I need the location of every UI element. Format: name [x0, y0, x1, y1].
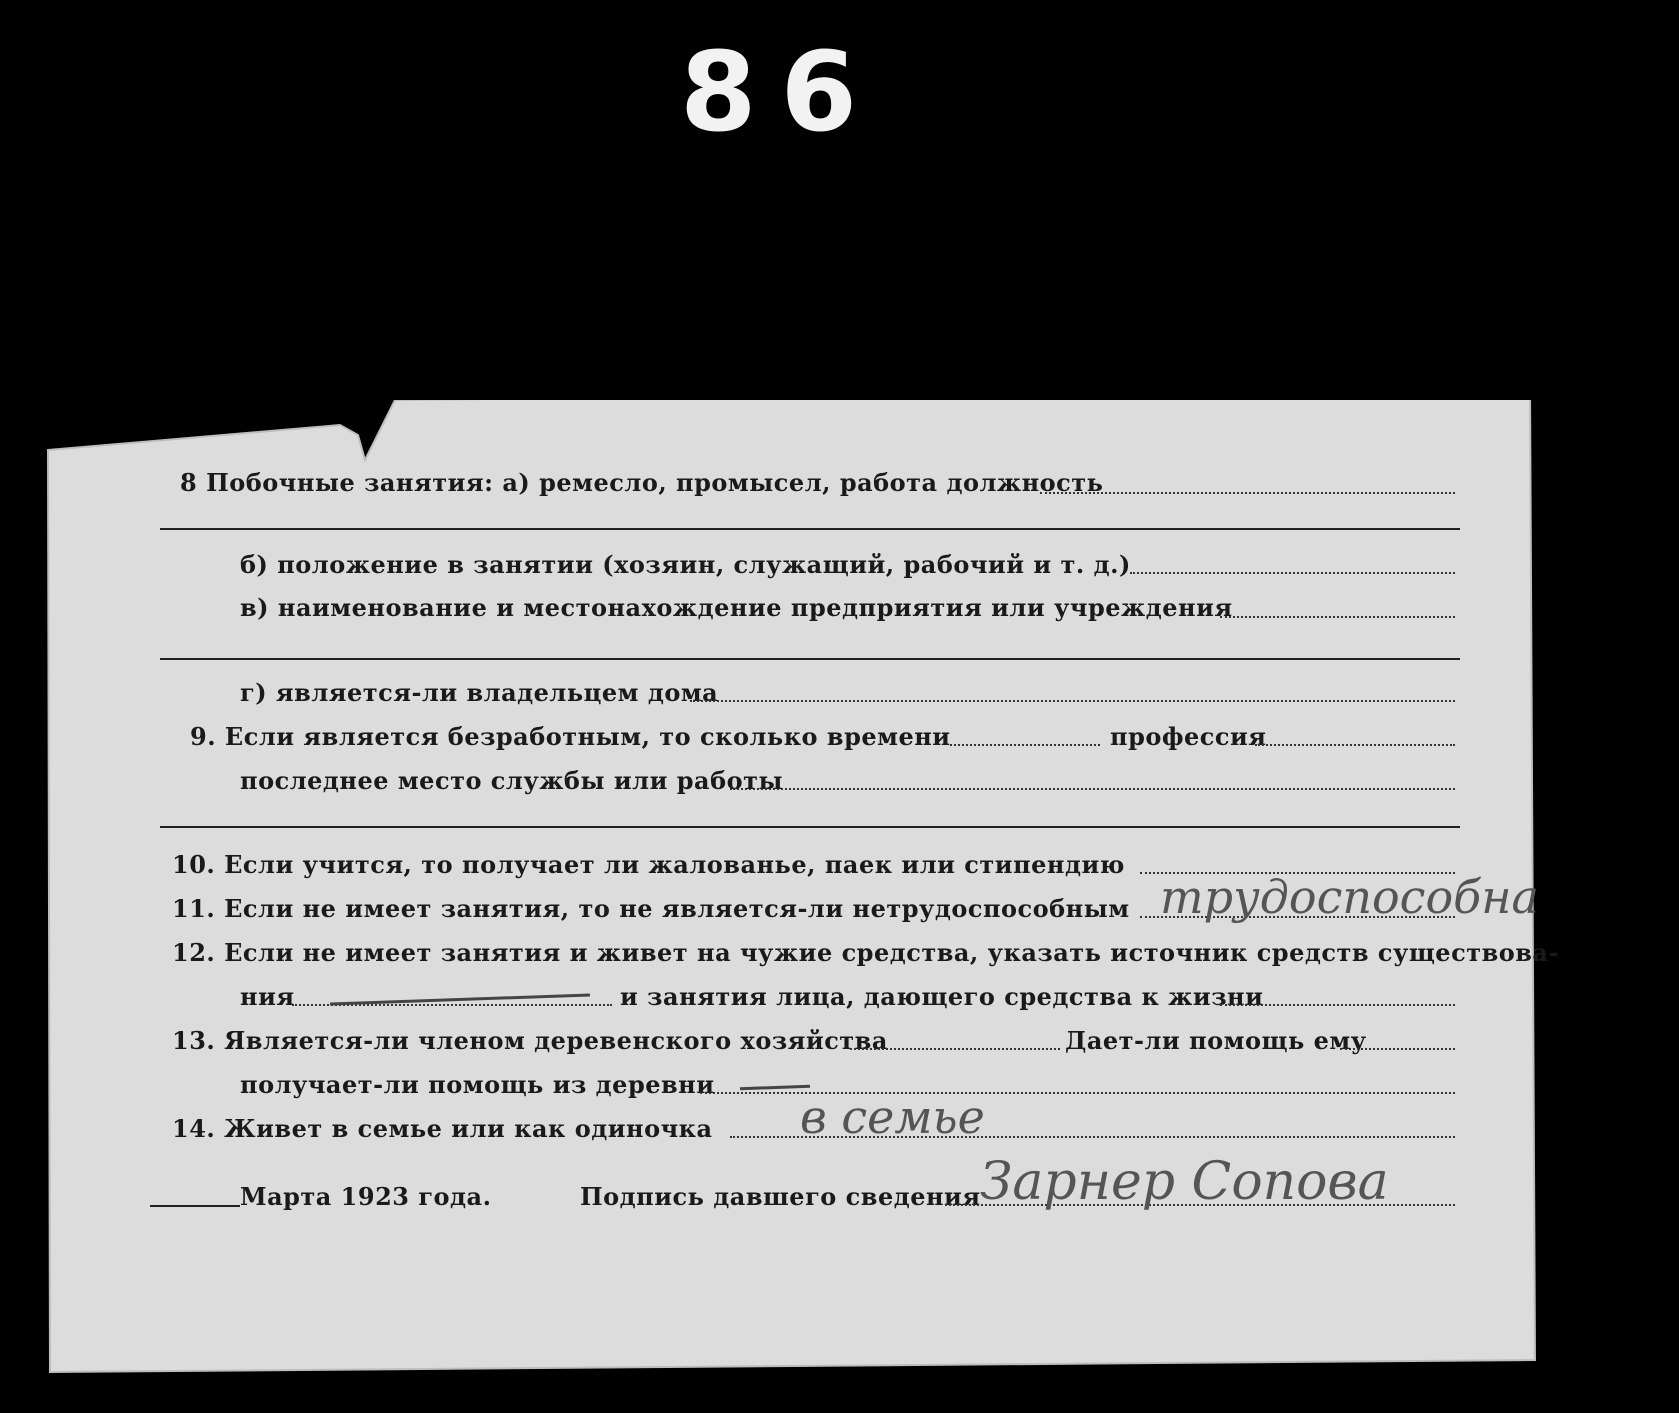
q12-cont-a: ния — [240, 982, 295, 1011]
q9-fill — [950, 744, 1100, 746]
signature: Зарнер Сопова — [980, 1152, 1389, 1212]
q9-last-work: последнее место службы или работы — [240, 766, 784, 795]
q12-number: 12. — [172, 938, 216, 967]
question-13 — [172, 1026, 888, 1055]
question-8 — [180, 468, 1103, 497]
q8b-fill — [1130, 572, 1455, 574]
q14-handwritten-answer: в семье — [800, 1090, 985, 1144]
q9-profession-fill — [1255, 744, 1455, 746]
q9-rule — [160, 826, 1460, 828]
q9-profession-label: профессия — [1110, 722, 1267, 751]
q13-help-fill — [1340, 1048, 1455, 1050]
q11-handwritten-answer: трудоспособна — [1160, 870, 1539, 924]
q12-fill-b — [1220, 1004, 1455, 1006]
questionnaire-card — [40, 400, 1640, 1380]
frame-number: 86 — [680, 28, 882, 156]
q8g-fill — [690, 700, 1455, 702]
q10-number: 10. — [172, 850, 216, 879]
q13-fill — [850, 1048, 1060, 1050]
q14-text: Живет в семье или как одиночка — [224, 1114, 713, 1143]
q9-number: 9. — [190, 722, 217, 751]
date-text: Марта 1923 года. — [240, 1182, 492, 1211]
q8a-fill — [1040, 492, 1455, 494]
q8-a: а) ремесло, промысел, работа должность — [502, 468, 1104, 497]
question-9 — [190, 722, 951, 751]
q8-label: Побочные занятия: — [206, 468, 494, 497]
question-8b: б) положение в занятии (хозяин, служащий, рабочий и т. д.) — [240, 550, 1131, 579]
q10-text: Если учится, то получает ли жалованье, паек или стипендию — [224, 850, 1125, 879]
q13-number: 13. — [172, 1026, 216, 1055]
question-8g: г) является-ли владельцем дома — [240, 678, 719, 707]
q13-receives: получает-ли помощь из деревни — [240, 1070, 715, 1099]
q8v-rule — [160, 658, 1460, 660]
question-10 — [172, 850, 1125, 879]
signature-label: Подпись давшего сведения — [580, 1182, 981, 1211]
q8v-fill — [1220, 616, 1455, 618]
date-day-rule — [150, 1205, 240, 1207]
q14-number: 14. — [172, 1114, 216, 1143]
q9-text: Если является безработным, то сколько времени — [224, 722, 951, 751]
q11-text: Если не имеет занятия, то не является-ли нетрудоспособным — [224, 894, 1130, 923]
question-11 — [172, 894, 1130, 923]
q12-text: Если не имеет занятия и живет на чужие средства, указать источник средств существова- — [224, 938, 1559, 967]
q12-cont-b: и занятия лица, дающего средства к жизни — [620, 982, 1264, 1011]
q9-last-fill — [730, 788, 1455, 790]
q13-help-label: Дает-ли помощь ему — [1065, 1026, 1367, 1055]
question-14 — [172, 1114, 713, 1143]
q8a-rule — [160, 528, 1460, 530]
q11-number: 11. — [172, 894, 216, 923]
question-8v: в) наименование и местонахождение предприятия или учреждения — [240, 593, 1233, 622]
question-12 — [172, 938, 1559, 967]
q13-text: Является-ли членом деревенского хозяйства — [224, 1026, 888, 1055]
q8-number: 8 — [180, 468, 198, 497]
